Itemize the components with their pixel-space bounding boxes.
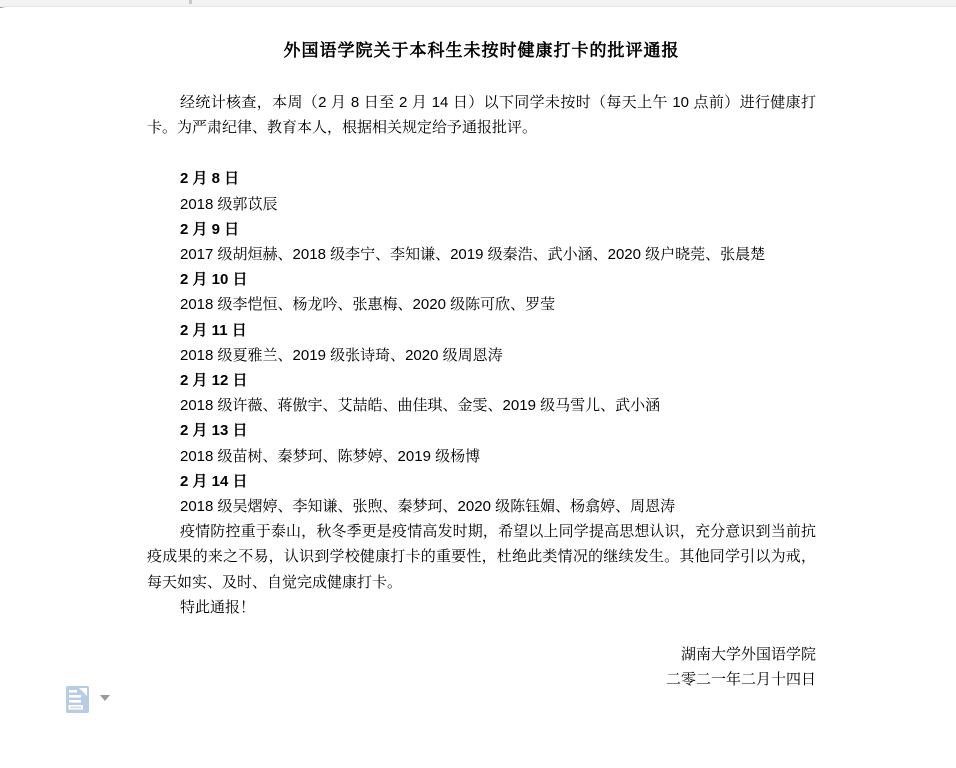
section-date: 2 月 14 日 bbox=[180, 472, 248, 490]
paste-options-button[interactable] bbox=[66, 686, 110, 716]
signature-block bbox=[147, 642, 816, 692]
section-date: 2 月 11 日 bbox=[180, 321, 247, 339]
window-top-edge bbox=[0, 0, 956, 7]
section-date: 2 月 8 日 bbox=[180, 170, 240, 188]
section-names: 2018 级郭苡辰 bbox=[180, 195, 278, 213]
intro-paragraph: 经统计核查，本周（2 月 8 日至 2 月 14 日）以下同学未按时（每天上午 10 点前）进行健康打卡。为严肃纪律、教育本人，根据相关规定给予通报批评。 bbox=[147, 94, 816, 137]
signature-date: 二零二一年二月十四日 bbox=[665, 671, 816, 689]
section-names: 2017 级胡烜赫、2018 级李宁、李知谦、2019 级秦浩、武小涵、2020 级户晓莞、张晨楚 bbox=[180, 246, 766, 264]
section-date: 2 月 10 日 bbox=[180, 271, 248, 289]
date-sections bbox=[147, 166, 816, 519]
section-names: 2018 级夏雅兰、2019 级张诗琦、2020 级周恩涛 bbox=[180, 346, 503, 364]
paste-options-icon bbox=[66, 686, 89, 716]
document-page bbox=[0, 8, 956, 768]
ruler-tick bbox=[189, 0, 192, 4]
section-names: 2018 级苗树、秦梦珂、陈梦婷、2019 级杨博 bbox=[180, 447, 481, 465]
chevron-down-icon bbox=[100, 695, 110, 701]
section-date: 2 月 13 日 bbox=[180, 422, 248, 440]
document-title: 外国语学院关于本科生未按时健康打卡的批评通报 bbox=[283, 41, 680, 60]
section-names: 2018 级许薇、蒋傲宇、艾喆皓、曲佳琪、金雯、2019 级马雪儿、武小涵 bbox=[180, 397, 661, 415]
statement-line: 特此通报！ bbox=[180, 598, 256, 616]
closing-paragraph: 疫情防控重于泰山，秋冬季更是疫情高发时期，希望以上同学提高思想认识，充分意识到当前抗疫成果的来之不易，认识到学校健康打卡的重要性，杜绝此类情况的继续发生。其他同学引以为戒，每天如实、及时、自觉完成健康打卡。 bbox=[147, 523, 816, 591]
section-names: 2018 级李恺恒、杨龙吟、张惠梅、2020 级陈可欣、罗莹 bbox=[180, 296, 556, 314]
section-names: 2018 级吴熠婷、李知谦、张煦、秦梦珂、2020 级陈钰媚、杨翕婷、周恩涛 bbox=[180, 498, 676, 516]
section-date: 2 月 9 日 bbox=[180, 220, 240, 238]
signature-org: 湖南大学外国语学院 bbox=[680, 646, 816, 664]
section-date: 2 月 12 日 bbox=[180, 372, 248, 390]
